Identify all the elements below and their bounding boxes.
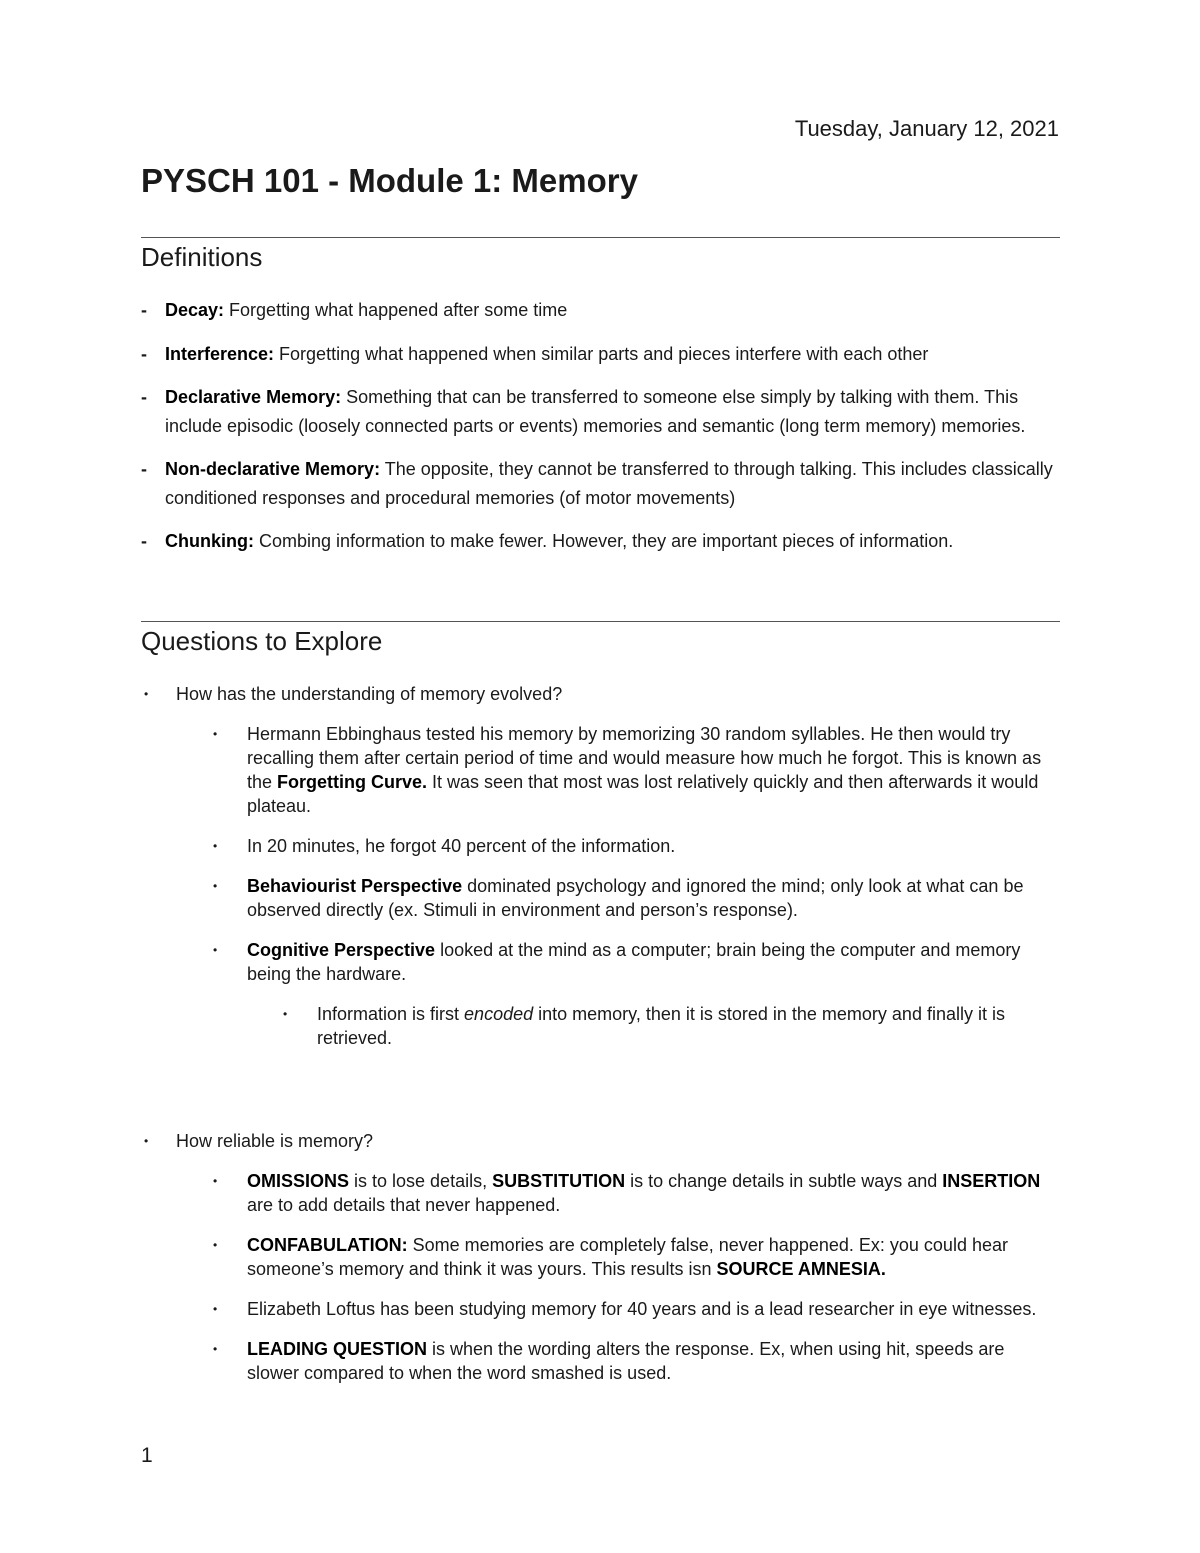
definitions-heading: Definitions <box>141 242 263 272</box>
bullet-marker: • <box>213 839 218 853</box>
section-divider <box>141 237 1060 238</box>
item-text: is to lose details, <box>349 1171 493 1191</box>
bullet-marker: • <box>213 1342 218 1356</box>
bullet-marker: • <box>213 1302 218 1316</box>
key-term: Forgetting Curve. <box>277 772 428 792</box>
definition-text: Something that can be transferred to someone else simply by talking with them. This include episodic (loosely connected parts or events) memories and semantic (long term memory) memories. <box>165 387 1026 436</box>
bullet-marker: • <box>283 1007 288 1021</box>
list-item-minutes <box>141 834 1061 858</box>
definition-text: The opposite, they cannot be transferred to through talking. This includes classically conditioned responses and procedural memories (of motor movements) <box>165 459 1053 508</box>
bullet-marker: • <box>213 879 218 893</box>
definition-term: Chunking: <box>165 531 254 551</box>
list-item-loftus <box>141 1297 1061 1321</box>
dash-marker: - <box>141 531 147 551</box>
bullet-marker: • <box>213 1174 218 1188</box>
key-term: Behaviourist Perspective <box>247 876 463 896</box>
list-item-ebbinghaus <box>141 722 1061 818</box>
definition-item-chunking <box>141 527 1061 556</box>
item-text: into memory, then it is stored in the memory and finally it is retrieved. <box>317 1004 1005 1048</box>
question-item <box>141 682 1061 706</box>
section-divider <box>141 621 1060 622</box>
bullet-marker: • <box>144 687 149 701</box>
item-text: are to add details that never happened. <box>247 1195 561 1215</box>
item-text: is when the wording alters the response. Ex, when using hit, speeds are slower compared to when the word smashed is used. <box>247 1339 1005 1383</box>
question-block-memory-evolved <box>141 682 1061 1066</box>
item-text: Some memories are completely false, never happened. Ex: you could hear someone’s memory and think it was yours. This results isn <box>247 1235 1008 1279</box>
list-item-behaviourist <box>141 874 1061 922</box>
key-term: Cognitive Perspective <box>247 940 436 960</box>
definition-term: Interference: <box>165 343 275 364</box>
item-text: It was seen that most was lost relatively quickly and then afterwards it would plateau. <box>247 772 1039 816</box>
dash-marker: - <box>141 300 147 320</box>
question-item <box>141 1129 1061 1153</box>
definitions-list <box>141 296 1061 571</box>
bullet-marker: • <box>144 1134 149 1148</box>
key-term: SOURCE AMNESIA. <box>716 1259 886 1279</box>
document-title: PYSCH 101 - Module 1: Memory <box>141 162 638 199</box>
definition-item-declarative <box>141 383 1061 440</box>
question-text: How reliable is memory? <box>176 1131 374 1151</box>
definition-item-non-declarative <box>141 455 1061 512</box>
definition-item-interference <box>141 340 1061 369</box>
key-term: encoded <box>464 1004 534 1024</box>
key-term: SUBSTITUTION <box>492 1171 626 1191</box>
key-term: OMISSIONS <box>247 1171 350 1191</box>
item-text: Elizabeth Loftus has been studying memory for 40 years and is a lead researcher in eye witnesses. <box>247 1299 1037 1319</box>
definition-text: Forgetting what happened when similar parts and pieces interfere with each other <box>274 343 929 364</box>
definition-item-decay <box>141 296 1061 325</box>
dash-marker: - <box>141 459 147 479</box>
list-item-encoded <box>141 1002 1061 1050</box>
bullet-marker: • <box>213 943 218 957</box>
list-item-confabulation <box>141 1233 1061 1281</box>
item-text: dominated psychology and ignored the mind; only look at what can be observed directly (ex. Stimuli in environment and person’s response). <box>247 876 1024 920</box>
page-number: 1 <box>141 1444 153 1467</box>
item-text: is to change details in subtle ways and <box>625 1171 943 1191</box>
item-text: In 20 minutes, he forgot 40 percent of the information. <box>247 836 676 856</box>
dash-marker: - <box>141 343 147 364</box>
list-item-leading-question <box>141 1337 1061 1385</box>
dash-marker: - <box>141 387 147 407</box>
key-term: CONFABULATION: <box>247 1235 408 1255</box>
key-term: INSERTION <box>942 1171 1041 1191</box>
definition-term: Non-declarative Memory: <box>165 459 381 479</box>
definition-term: Decay: <box>165 300 225 320</box>
bullet-marker: • <box>213 1238 218 1252</box>
item-text: Information is first <box>317 1004 465 1024</box>
bullet-marker: • <box>213 727 218 741</box>
question-text: How has the understanding of memory evolved? <box>176 684 563 704</box>
item-text: Hermann Ebbinghaus tested his memory by memorizing 30 random syllables. He then would try recalling them after certain period of time and would measure how much he forgot. This is known as the <box>247 724 1042 792</box>
document-date: Tuesday, January 12, 2021 <box>794 116 1059 141</box>
definition-text: Forgetting what happened after some time <box>224 300 568 320</box>
questions-heading: Questions to Explore <box>141 626 383 656</box>
item-text: looked at the mind as a computer; brain being the computer and memory being the hardware. <box>247 940 1021 984</box>
question-block-memory-reliable <box>141 1129 1061 1401</box>
key-term: LEADING QUESTION <box>247 1339 428 1359</box>
definition-text: Combing information to make fewer. However, they are important pieces of information. <box>253 531 954 551</box>
definition-term: Declarative Memory: <box>165 387 342 407</box>
list-item-omissions <box>141 1169 1061 1217</box>
list-item-cognitive <box>141 938 1061 986</box>
